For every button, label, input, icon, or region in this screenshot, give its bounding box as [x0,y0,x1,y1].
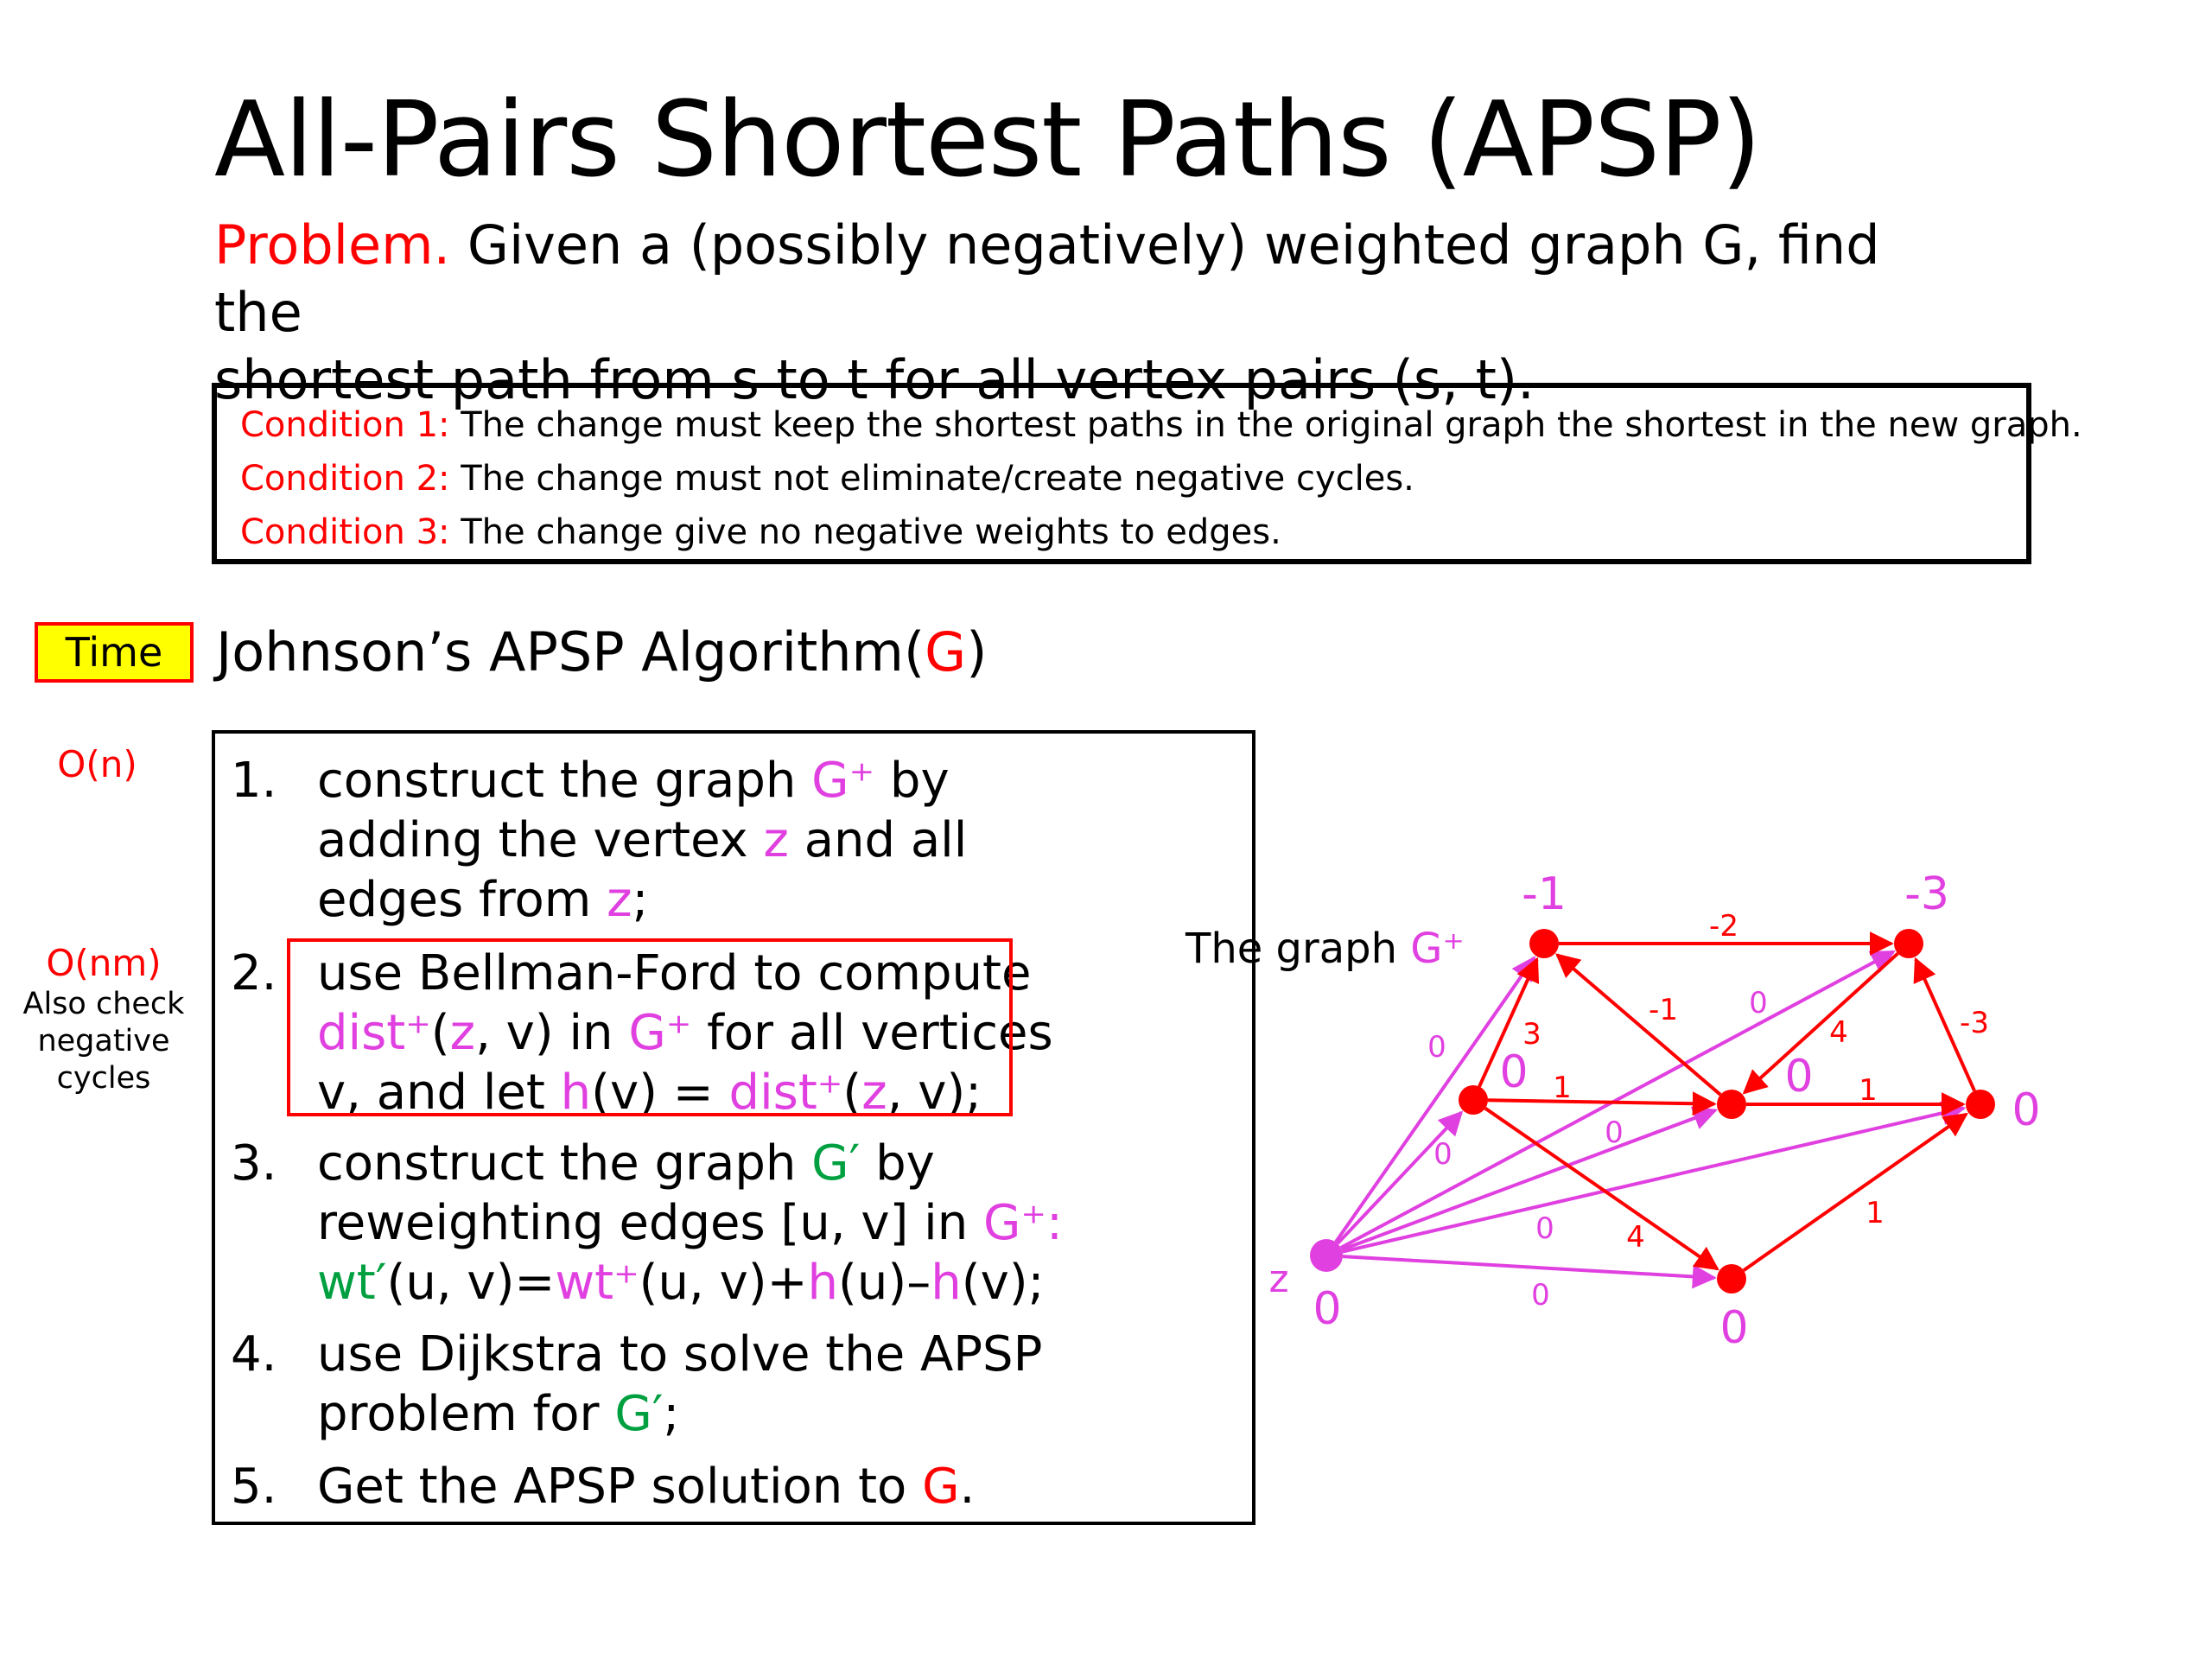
step-1-line3a: edges from [317,872,607,928]
problem-text-line1: Given a (possibly negatively) weighted graph G, find the [214,213,1880,344]
vertex-value-d: 0 [1784,1051,1814,1103]
step-2-line3c: ( [842,1065,862,1121]
edge-b-d [1745,953,1898,1092]
step-2-p3: for all vertices [691,1005,1053,1061]
condition-2-text: The change must not eliminate/create negative cycles. [449,459,1414,499]
edge-weight-b-d: 4 [1829,1015,1848,1050]
step-3-gplus: G⁺: [983,1195,1063,1251]
step-3-l3d: (v); [961,1255,1045,1311]
edge-c-f [1485,1109,1718,1269]
time-step2-note-line2: negative [37,1024,170,1058]
step-2-p2: , v) in [475,1005,629,1061]
vertex-d [1717,1090,1746,1119]
condition-3-label: Condition 3: [240,512,450,552]
edge-weight-z-c: 0 [1433,1137,1452,1172]
edge-c-d [1488,1100,1714,1103]
step-1-number: 1. [231,753,277,809]
step-3-line2a: reweighting edges [u, v] in [317,1195,984,1251]
time-step2: O(nm) [46,942,162,984]
step-1-line3b: ; [632,872,649,928]
step-4-line2b: ; [663,1386,680,1442]
edge-d-a [1557,955,1720,1095]
step-2-number: 2. [231,945,277,1001]
step-1-gplus: G⁺ [811,753,875,809]
edge-weight-z-d: 0 [1605,1116,1624,1150]
edge-weight-d-a: -1 [1649,993,1678,1027]
vertex-b [1894,929,1923,958]
edge-weight-a-b: -2 [1709,909,1738,944]
edge-z-f [1343,1256,1714,1278]
algorithm-arg: G [925,620,967,683]
step-3-wtprime: wt′ [317,1255,387,1311]
step-3-l3c: (u)– [838,1255,931,1311]
algorithm-close: ) [966,620,988,683]
step-2-dist2: dist⁺ [728,1065,843,1121]
step-2-line3a: v, and let [317,1065,561,1121]
vertex-e [1966,1090,1995,1119]
step-4-line2a: problem for [317,1386,615,1442]
step-2-line3d: , v); [887,1065,982,1121]
edge-f-e [1744,1114,1967,1270]
edge-weight-c-a: 3 [1522,1017,1541,1052]
step-3-wtplus: wt⁺ [555,1255,639,1311]
step-1-line1a: construct the graph [317,753,812,809]
time-step1: O(n) [57,743,137,785]
edge-weight-z-a: 0 [1427,1030,1446,1065]
time-step2-note-line3: cycles [56,1061,151,1096]
step-1-z: z [763,812,789,868]
edge-weight-z-b: 0 [1749,986,1768,1020]
step-5-line1b: . [959,1459,976,1515]
step-2-line3b: (v) = [591,1065,729,1121]
step-4-number: 4. [231,1326,277,1382]
time-step2-note-line1: Also check [22,987,185,1021]
step-3-line1a: construct the graph [317,1135,812,1192]
vertex-c [1459,1085,1488,1115]
condition-1-label: Condition 1: [240,405,450,445]
step-5-g: G [922,1459,960,1515]
step-3-h1: h [807,1255,839,1311]
edge-weight-f-e: 1 [1866,1196,1885,1230]
step-2-gplus: G⁺ [628,1005,692,1061]
edge-weight-z-e: 0 [1535,1211,1554,1246]
algorithm-name: Johnson’s APSP Algorithm( [216,620,925,683]
step-3-line1b: by [860,1135,935,1192]
vertex-z [1310,1239,1343,1272]
vertex-z-name: z [1268,1257,1289,1301]
step-1-line2b: and all [788,812,968,868]
edge-weight-c-f: 4 [1626,1220,1645,1255]
edge-weight-d-e: 1 [1859,1073,1878,1108]
slide-title: All-Pairs Shortest Paths (APSP) [214,80,1761,200]
edge-weight-z-f: 0 [1531,1278,1550,1313]
step-3-l3b: (u, v)+ [639,1255,808,1311]
graph-caption-text: The graph [1185,925,1411,973]
step-2-p1: ( [430,1005,450,1061]
edge-weight-e-b: -3 [1960,1006,1989,1040]
step-5-line1a: Get the APSP solution to [317,1459,923,1515]
graph-caption-gplus: G⁺ [1410,925,1465,973]
step-2-line1: use Bellman-Ford to compute [317,945,1032,1001]
vertex-value-e: 0 [2012,1084,2041,1136]
condition-2-label: Condition 2: [240,459,450,499]
vertex-value-a: -1 [1522,868,1567,920]
step-2-h: h [560,1065,592,1121]
vertex-value-c: 0 [1499,1046,1529,1098]
condition-1-text: The change must keep the shortest paths in the original graph the shortest in the new graph. [449,405,2082,445]
step-1-z2: z [607,872,632,928]
step-3-l3a: (u, v)= [386,1255,556,1311]
step-1-line2a: adding the vertex [317,812,764,868]
step-5-number: 5. [231,1459,277,1515]
step-4-line1: use Dijkstra to solve the APSP [317,1326,1043,1382]
edge-z-c [1338,1113,1461,1244]
problem-label: Problem. [214,213,451,276]
step-2-z: z [449,1005,476,1061]
condition-3-text: The change give no negative weights to edges. [449,512,1281,552]
step-1-line1b: by [874,753,950,809]
problem-text-line2: shortest path from s to t for all vertex pairs (s, t). [214,348,1535,411]
step-3-gprime: G′ [811,1135,861,1192]
step-2-dist: dist⁺ [317,1005,431,1061]
vertex-f [1717,1264,1746,1294]
step-4-gprime: G′ [614,1386,664,1442]
vertex-value-b: -3 [1904,868,1949,920]
vertex-value-f: 0 [1719,1302,1749,1354]
vertex-value-z: 0 [1313,1283,1342,1335]
step-2-z2: z [861,1065,887,1121]
edge-weight-c-d: 1 [1553,1071,1572,1105]
time-badge: Time [35,622,194,683]
step-3-number: 3. [231,1135,277,1192]
step-3-h2: h [931,1255,962,1311]
vertex-a [1529,929,1559,958]
